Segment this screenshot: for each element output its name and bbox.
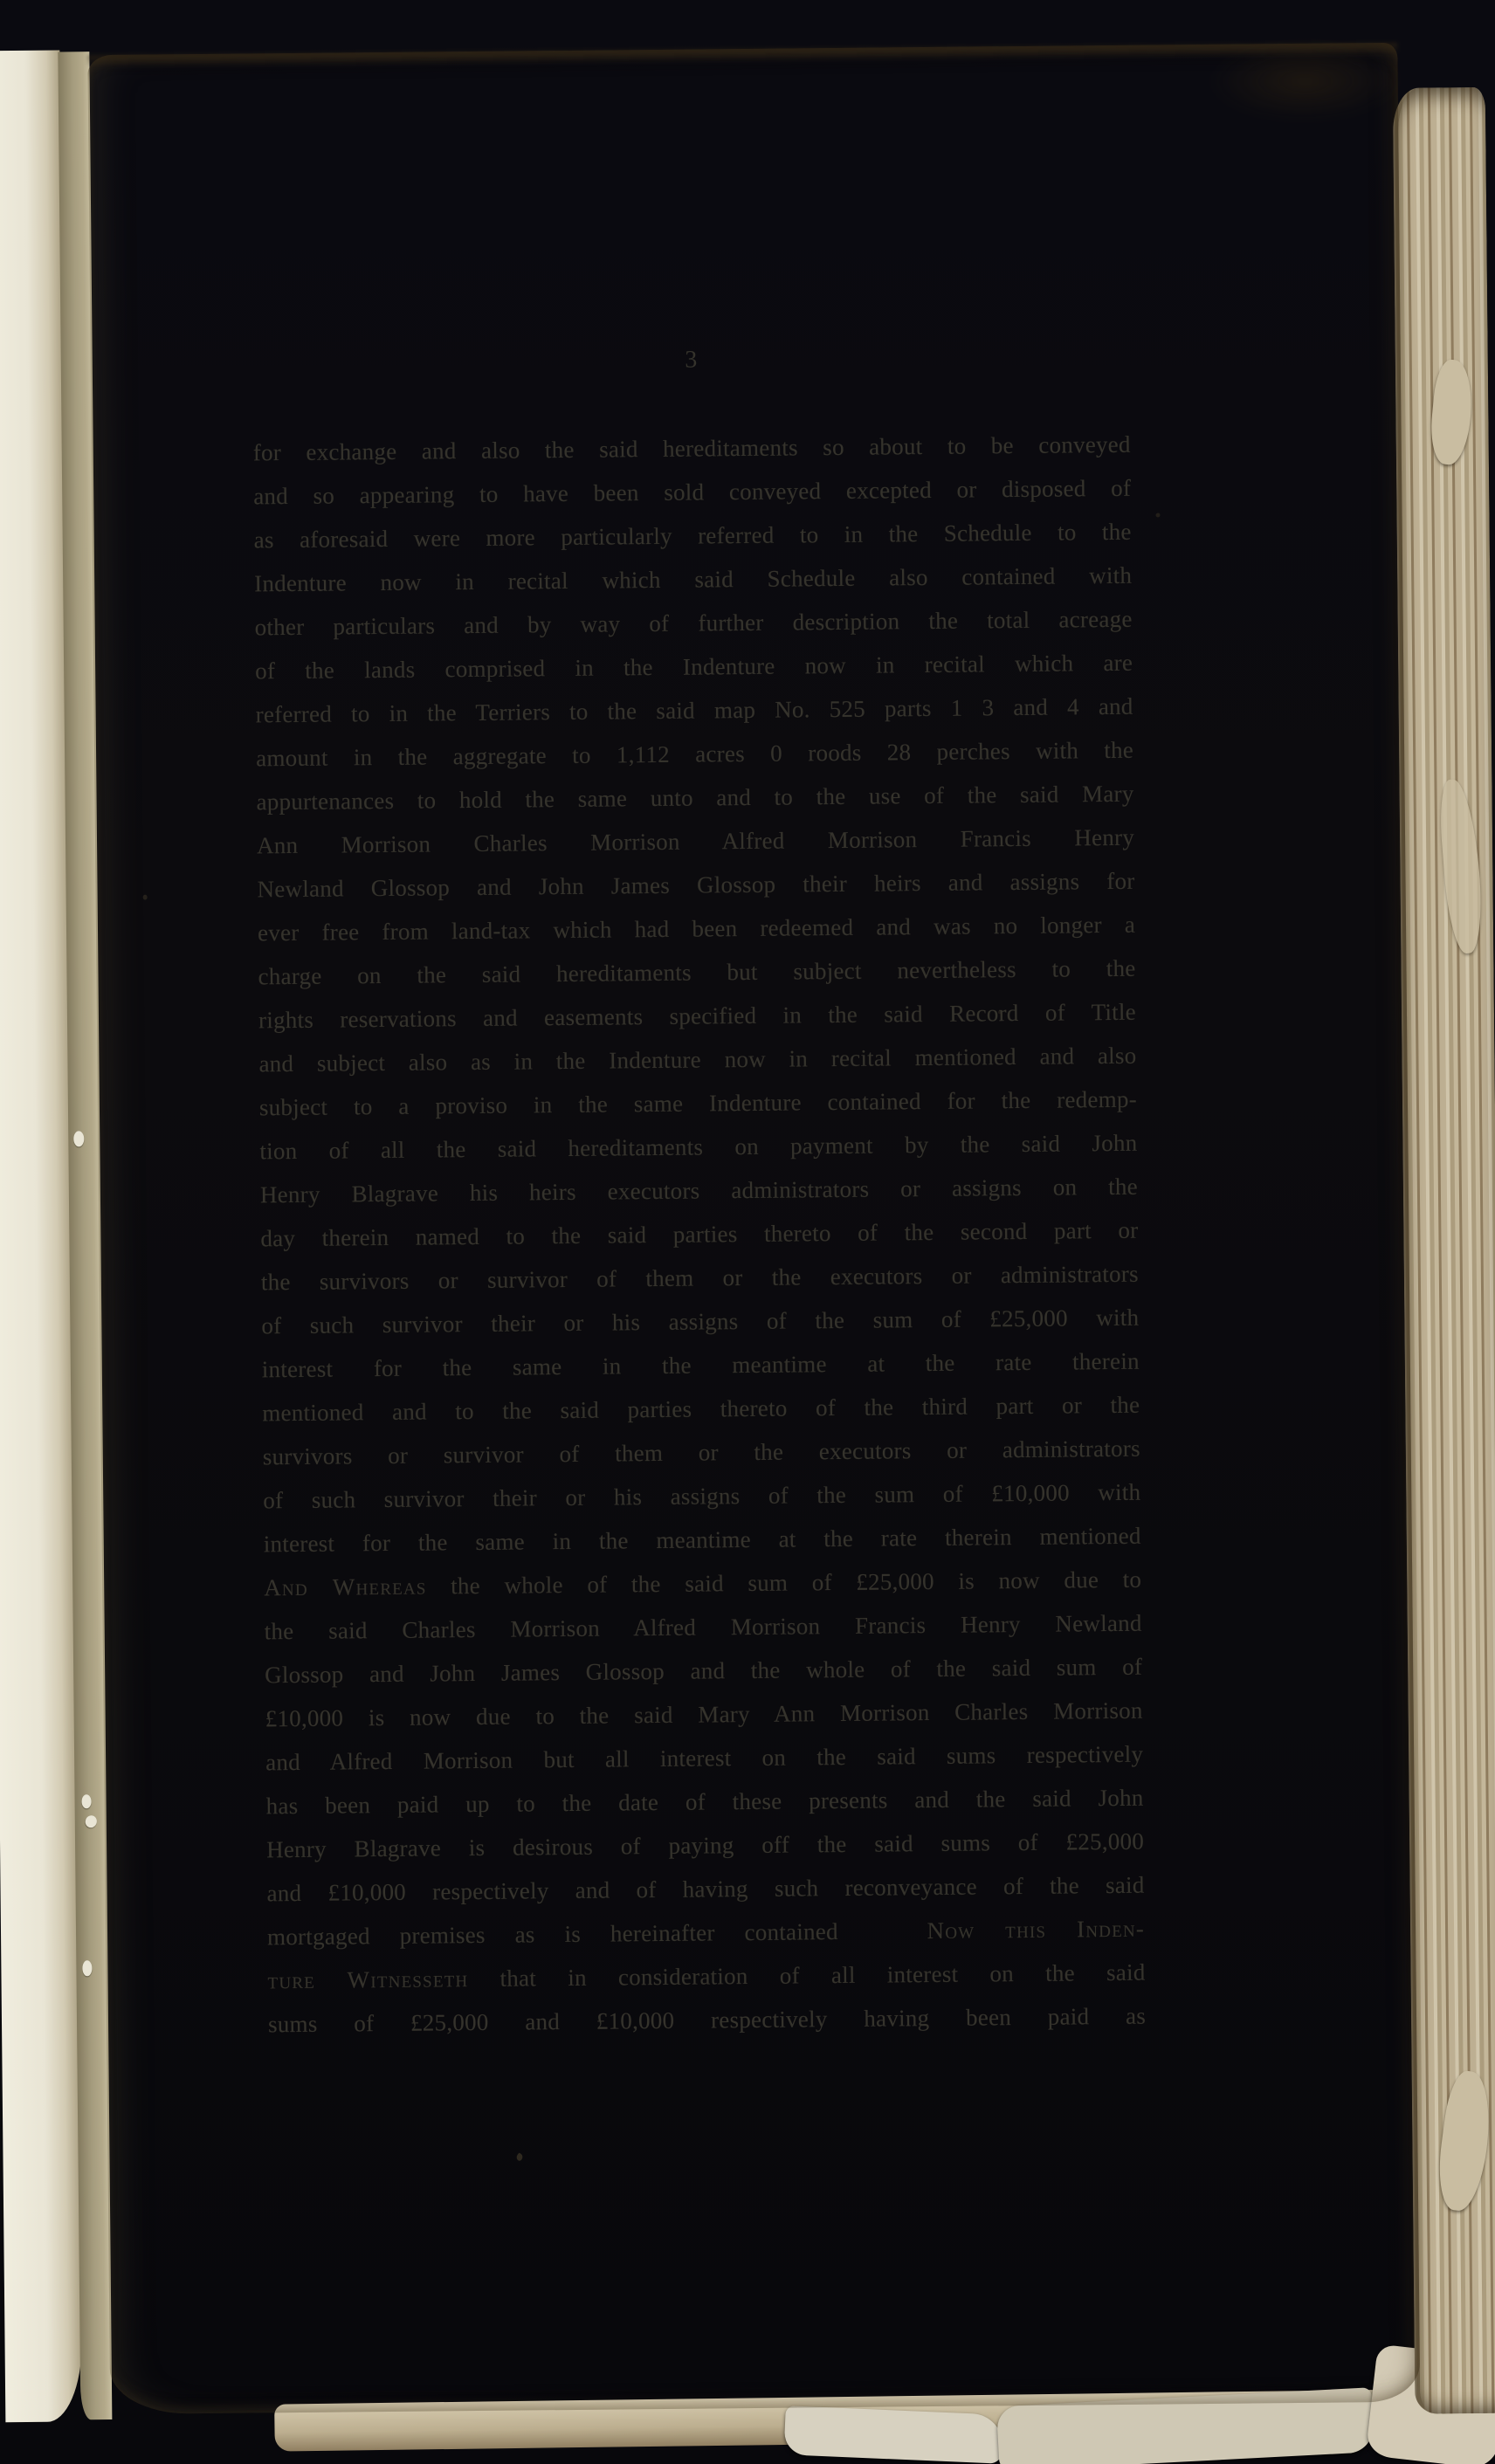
body-text: survivors or survivor of them or the executors or administrators: [262, 1435, 1140, 1470]
body-text: ever free from land-tax which had been redeemed and was no longer a: [257, 911, 1136, 946]
body-text: interest for the same in the meantime at the rate therein: [261, 1347, 1140, 1383]
body-text: £10,000 is now due to the said Mary Ann Morrison Charles Morrison: [265, 1697, 1143, 1732]
paper-speck: [1155, 513, 1160, 517]
paper-chip: [73, 1131, 84, 1146]
body-text: for exchange and also the said hereditaments so about to be conveyed: [252, 430, 1131, 466]
body-text: tion of all the said hereditaments on payment by the said John: [259, 1129, 1138, 1165]
body-text: subject to a proviso in the same Indenture contained for the redemp-: [258, 1085, 1138, 1121]
body-text: mentioned and to the said parties thereto of the third part or the: [262, 1391, 1140, 1427]
paper-chip: [82, 1794, 92, 1808]
paper-speck: [515, 2152, 524, 2162]
body-text: and so appearing to have been sold conveyed excepted or disposed of: [253, 474, 1132, 510]
body-text: of such survivor their or his assigns of the sum of £10,000 with: [263, 1478, 1141, 1514]
body-text: and £10,000 respectively and of having such reconveyance of the said: [266, 1871, 1145, 1907]
small-caps-text: ture Witnesseth: [267, 1965, 469, 1994]
torn-page-edge: [784, 2405, 1004, 2464]
body-text: referred to in the Terriers to the said map No. 525 parts 1 3 and 4 and: [255, 692, 1133, 728]
small-caps-text: Now this Inden-: [927, 1915, 1146, 1944]
book-page: [87, 43, 1420, 2414]
paper-speck: [143, 895, 148, 900]
body-text: Henry Blagrave his heirs executors administrators or assigns on the: [259, 1173, 1139, 1208]
text-line: [268, 1994, 1146, 2047]
body-text: appurtenances to hold the same unto and to the use of the said Mary: [256, 780, 1134, 816]
paper-chip: [82, 1960, 92, 1976]
body-text: amount in the aggregate to 1,112 acres 0 roods 28 perches with the: [255, 736, 1134, 772]
body-text: charge on the said hereditaments but subject nevertheless to the: [258, 954, 1136, 990]
body-text: rights reservations and easements specified in the said Record of Title: [258, 998, 1137, 1034]
body-text: of such survivor their or his assigns of the sum of £25,000 with: [261, 1304, 1140, 1339]
body-text: mortgaged premises as is hereinafter contained: [266, 1917, 927, 1951]
body-text: Glossop and John James Glossop and the whole of the said sum of: [265, 1653, 1143, 1689]
body-text: and subject also as in the Indenture now in recital mentioned and also: [258, 1042, 1137, 1077]
page-number: 3: [685, 346, 698, 374]
body-text: sums of £25,000 and £10,000 respectively having been paid as: [267, 2002, 1147, 2038]
body-text: interest for the same in the meantime at the rate therein mentioned: [263, 1522, 1141, 1558]
body-text: that in consideration of all interest on the said: [468, 1958, 1146, 1993]
body-text: Newland Glossop and John James Glossop their heirs and assigns for: [257, 867, 1135, 903]
body-text: other particulars and by way of further description the total acreage: [254, 605, 1133, 641]
body-text: Ann Morrison Charles Morrison Alfred Morrison Francis Henry: [256, 823, 1135, 859]
page-top-smudge: [87, 43, 1397, 67]
body-text: Henry Blagrave is desirous of paying off the said sums of £25,000: [265, 1827, 1145, 1863]
body-text: the whole of the said sum of £25,000 is now due to: [426, 1566, 1142, 1600]
body-text: and Alfred Morrison but all interest on the said sums respectively: [265, 1740, 1144, 1776]
page-text: [253, 423, 1147, 2047]
body-text: of the lands comprised in the Indenture now in recital which are: [255, 649, 1133, 685]
body-text: day therein named to the said parties thereto of the second part or: [260, 1216, 1139, 1252]
body-text: has been paid up to the date of these presents and the said John: [265, 1784, 1144, 1820]
body-text: Indenture now in recital which said Schedule also contained with: [254, 561, 1133, 597]
body-text: the said Charles Morrison Alfred Morrison Francis Henry Newland: [264, 1609, 1142, 1645]
page-corner-smudge: [1209, 41, 1402, 121]
body-text: the survivors or survivor of them or the executors or administrators: [260, 1260, 1139, 1296]
small-caps-text: And Whereas: [264, 1573, 427, 1601]
body-text: as aforesaid were more particularly referred to in the Schedule to the: [253, 518, 1132, 554]
